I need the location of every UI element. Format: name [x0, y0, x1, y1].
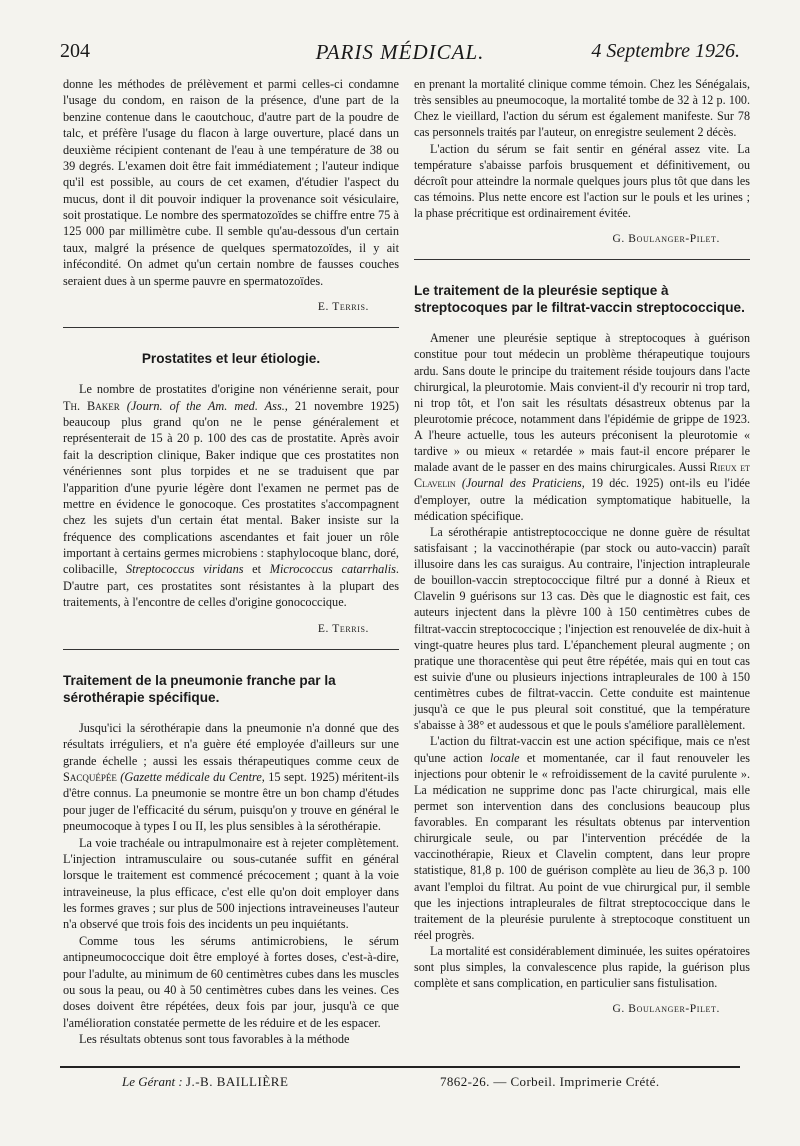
- section-title-prostatites: Prostatites et leur étiologie.: [141, 351, 321, 367]
- paragraph: Amener une pleurésie septique à streptocoques à guérison constitue pour tout médecin un problème thérapeutique toujours ardu. Sans doute le principe du traitement réside toujours dans l'acte chirurgical, la pleurotomie. Mais convient-il d'y recourir ni trop tard, ni trop tôt, et l'on sait les résultats désastreux obtenus par la pleurotomie précoce, notamment dans l'épidémie de grippe de 1923. A l'heure actuelle, tous les auteurs préconisent la pleurotomie « tardive » ou mieux « retardée » mais faut-il encore préparer le malade avant de le passer en des mains chirurgicales. Aussi Rieux et Clavelin (Journal des Praticiens, 19 déc. 1925) ont-ils eu l'idée d'employer, outre la médication symptomatique habituelle, la médication spécifique.: [414, 331, 750, 523]
- issue-date: 4 Septembre 1926.: [591, 40, 740, 62]
- page-number: 204: [60, 40, 90, 62]
- right-column: [414, 76, 750, 1022]
- article-continuation: donne les méthodes de prélèvement et parmi celles-ci condamne l'usage du condom, en raison de la présence, d'une part de la benzine contenue dans le caoutchouc, d'autre part de la poudre de talc, et préfère l'usage du flacon à large ouverture, placé dans un deuxième récipient contenant de l'eau à une température de 38 ou 39 degrés. L'examen doit être fait immédiatement ; l'auteur indique qu'il est possible, au cours de cet examen, d'étudier l'aspect du mucus, dont il dit pouvoir indiquer la provenance soit vésiculaire, soit prostatique. Le nombre des spermatozoïdes se chiffre entre 75 à 125 000 par millimètre cube. Il semble qu'au-dessous d'un certain taux, malgré la présence de quelques spermatozoïdes, il y ait infécondité. On admet qu'un certain nombre de fausses couches seraient dues à un sperme pauvre en spermatozoïdes.: [63, 77, 399, 288]
- article-continuation: en prenant la mortalité clinique comme témoin. Chez les Sénégalais, très sensibles au pneumocoque, la mortalité tombe de 32 à 12 p. 100. Chez le vieillard, l'action du sérum est également manifeste. Sur 78 cas personnels traités par l'auteur, on enregistre seulement 2 décès.: [414, 77, 750, 140]
- page-header: [60, 40, 740, 68]
- author-signature: E. Terris.: [317, 622, 369, 635]
- section-divider: [63, 327, 399, 328]
- section-divider: [63, 649, 399, 650]
- section-divider: [414, 259, 750, 260]
- paragraph: Comme tous les sérums antimicrobiens, le sérum antipneumococcique doit être employé à fortes doses, c'est-à-dire, pour l'adulte, au minimum de 60 centimètres cubes dans les muscles ou sous la peau, ou 40 à 50 centimètres cubes dans les veines. Ces doses doivent être répétées, deux fois par jour, jusqu'à ce que l'amélioration constatée permette de les réduire et de les espacer.: [63, 933, 399, 1030]
- publisher-manager: Le Gérant : J.-B. BAILLIÈRE: [122, 1074, 289, 1089]
- paragraph: Les résultats obtenus sont tous favorables à la méthode: [79, 1032, 350, 1046]
- paragraph: L'action du filtrat-vaccin est une action spécifique, mais ce n'est qu'une action locale et momentanée, car il faut renouveler les injections pour obtenir le « refroidissement de la cavité purulente ». La médication ne supprime donc pas l'acte chirurgical, mais elle permet son intervention dans des conclusions beaucoup plus favorables. En comparant les résultats obtenus par intervention chirurgicale seule, ou par l'intervention précédée de la vaccinothérapie, Rieux et Clavelin comptent, dans leur propre statistique, 81,8 p. 100 de guérison complète au lieu de 36,3 p. 100 avant l'emploi du filtrat. Au point de vue chirurgical pur, il semble que les injections intrapleurales de filtrat streptococcique dans le traitement de la pleurésie purulente à streptocoque constituent un réel progrès.: [414, 734, 750, 942]
- paragraph: La sérothérapie antistreptococcique ne donne guère de résultat satisfaisant ; la vaccinothérapie (par stock ou auto-vaccin) paraît illusoire dans les cas suraigus. Au contraire, l'injection intrapleurale de bouillon-vaccin streptococcique filtré pur a donné à Rieux et Clavelin 9 guérisons sur 13 cas. Dès que le diagnostic est fait, ces auteurs injectent dans la plèvre 100 à 150 centimètres cubes de filtrat-vaccin streptococcique ; l'injection est renouvelée de dix-huit à vingt-quatre heures plus tard. L'épanchement pleural augmente ; on pratique une thoracentèse qui peut être répétée, mais qui en tout cas est suivie d'une ou plusieurs injections intrapleurales de 100 à 150 centimètres cubes de filtrat-vaccin. Cette conduite est maintenue jusqu'à ce que le pus pleural soit constitué, que la température s'abaisse à 38° et audessous et que le pouls s'améliore parallèlement.: [414, 524, 750, 733]
- paragraph: Le nombre de prostatites d'origine non vénérienne serait, pour Th. Baker (Journ. of the Am. med. Ass., 21 novembre 1925) beaucoup plus grand qu'on ne le pense généralement et représenterait de 15 à 20 p. 100 des cas de prostatite. Après avoir fait la description clinique, Baker indique que ces prostatites non vénériennes sont plus torpides et ne se traduisent que par l'apparition d'une pyurie légère dont l'examen ne permet pas de mettre en évidence le gonocoque. Ces prostatites s'accompagnent chez les sujets d'un certain état mental. Baker insiste sur la fréquence des complications ascendantes et fait jouer un rôle important à certains germes microbiens : staphylocoque blanc, doré, colibacille, Streptococcus viridans et Micrococcus catarrhalis. D'autre part, ces prostatites sont résistantes à la plupart des traitements, à l'encontre de celles d'origine gonococcique.: [63, 382, 399, 610]
- journal-title: PARIS MÉDICAL.: [315, 40, 485, 64]
- paragraph: L'action du sérum se fait sentir en général assez vite. La température s'abaisse parfois brusquement et définitivement, ou décroît pour atteindre la normale quelques jours plus tôt que dans les cas témoins. Plus nette encore est l'action sur le pouls et les urines ; la phase précritique est ordinairement évitée.: [414, 141, 750, 220]
- paragraph: Jusqu'ici la sérothérapie dans la pneumonie n'a donné que des résultats irréguliers, et n'a guère été employée d'ailleurs sur une grande échelle ; aussi les essais thérapeutiques comme ceux de Sacquépée (Gazette médicale du Centre, 15 sept. 1925) méritent-ils d'être connus. La pneumonie se montre être un bon champ d'études pour juger de l'efficacité du sérum, puisqu'on y trouve en général le pneumocoque à types I ou II, les plus sensibles à la sérothérapie.: [63, 720, 399, 834]
- section-title-pleuresie: Le traitement de la pleurésie septique à streptocoques par le filtrat-vaccin streptococcique.: [414, 283, 745, 316]
- page-footer: [60, 1074, 740, 1094]
- author-signature: G. Boulanger-Pilet.: [612, 233, 720, 246]
- author-signature: E. Terris.: [317, 300, 369, 313]
- paragraph: La voie trachéale ou intrapulmonaire est à rejeter complètement. L'injection intramusculaire ou sous-cutanée suffit en général lorsque le traitement est commencé précocement ; quant à la voie intraveineuse, la plus efficace, c'est elle qu'on doit employer dans les formes graves ; sur plus de 500 injections intraveineuses l'auteur n'a observé que trois fois des incidents un peu inquiétants.: [63, 835, 399, 932]
- author-signature: G. Boulanger-Pilet.: [612, 1003, 720, 1016]
- footer-rule: [60, 1066, 740, 1068]
- paragraph: La mortalité est considérablement diminuée, les suites opératoires sont plus simples, la convalescence plus rapide, la guérison plus complète et sans complication, en particulier sans fistulisation.: [414, 944, 750, 991]
- printer-imprint: 7862-26. — Corbeil. Imprimerie Crété.: [440, 1074, 660, 1089]
- left-column: [63, 76, 399, 1047]
- section-title-pneumonie: Traitement de la pneumonie franche par la sérothérapie spécifique.: [63, 672, 336, 705]
